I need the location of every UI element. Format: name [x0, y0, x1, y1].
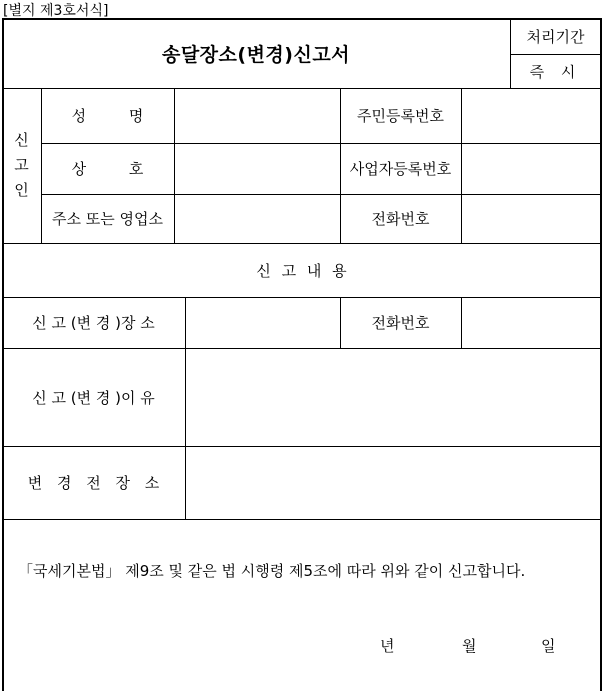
resident-number-label: 주민등록번호 [357, 107, 444, 125]
name-field[interactable] [175, 89, 340, 143]
address-field[interactable] [175, 195, 340, 243]
report-place-label: 신 고 (변 경 )장 소 [32, 314, 155, 332]
reporter-label-char-3: 인 [14, 181, 29, 199]
date-day-label: 일 [541, 637, 556, 655]
previous-place-label: 변 경 전 장 소 [27, 474, 160, 492]
form-title: 송달장소(변경)신고서 [161, 43, 351, 66]
previous-place-field[interactable] [186, 447, 600, 519]
processing-period-value: 즉 시 [529, 62, 582, 81]
business-number-label: 사업자등록번호 [349, 160, 452, 178]
business-name-field[interactable] [175, 144, 340, 194]
report-reason-field[interactable] [186, 349, 600, 446]
date-month-label: 월 [462, 637, 477, 655]
resident-number-field[interactable] [462, 89, 600, 143]
phone-field[interactable] [462, 195, 600, 243]
business-number-field[interactable] [462, 144, 600, 194]
report-reason-label: 신 고 (변 경 )이 유 [32, 388, 155, 407]
address-label: 주소 또는 영업소 [52, 210, 163, 228]
report-phone-label: 전화번호 [371, 314, 430, 332]
reporter-group-label [2, 88, 41, 243]
report-place-field[interactable] [186, 298, 340, 348]
processing-period-label: 처리기간 [526, 27, 585, 46]
reporter-label-char-2: 고 [14, 156, 29, 174]
form-label: [별지 제3호서식] [3, 3, 109, 19]
phone-label: 전화번호 [371, 210, 430, 228]
date-year-label: 년 [380, 637, 395, 655]
business-name-label: 상 호 [71, 160, 144, 178]
name-label: 성 명 [71, 107, 144, 125]
report-phone-field[interactable] [462, 298, 600, 348]
content-header: 신 고 내 용 [256, 261, 347, 280]
declaration-text: 「국세기본법」 제9조 및 같은 법 시행령 제5조에 따라 위와 같이 신고합니다. [18, 562, 526, 580]
reporter-label-char-1: 신 [14, 131, 29, 149]
